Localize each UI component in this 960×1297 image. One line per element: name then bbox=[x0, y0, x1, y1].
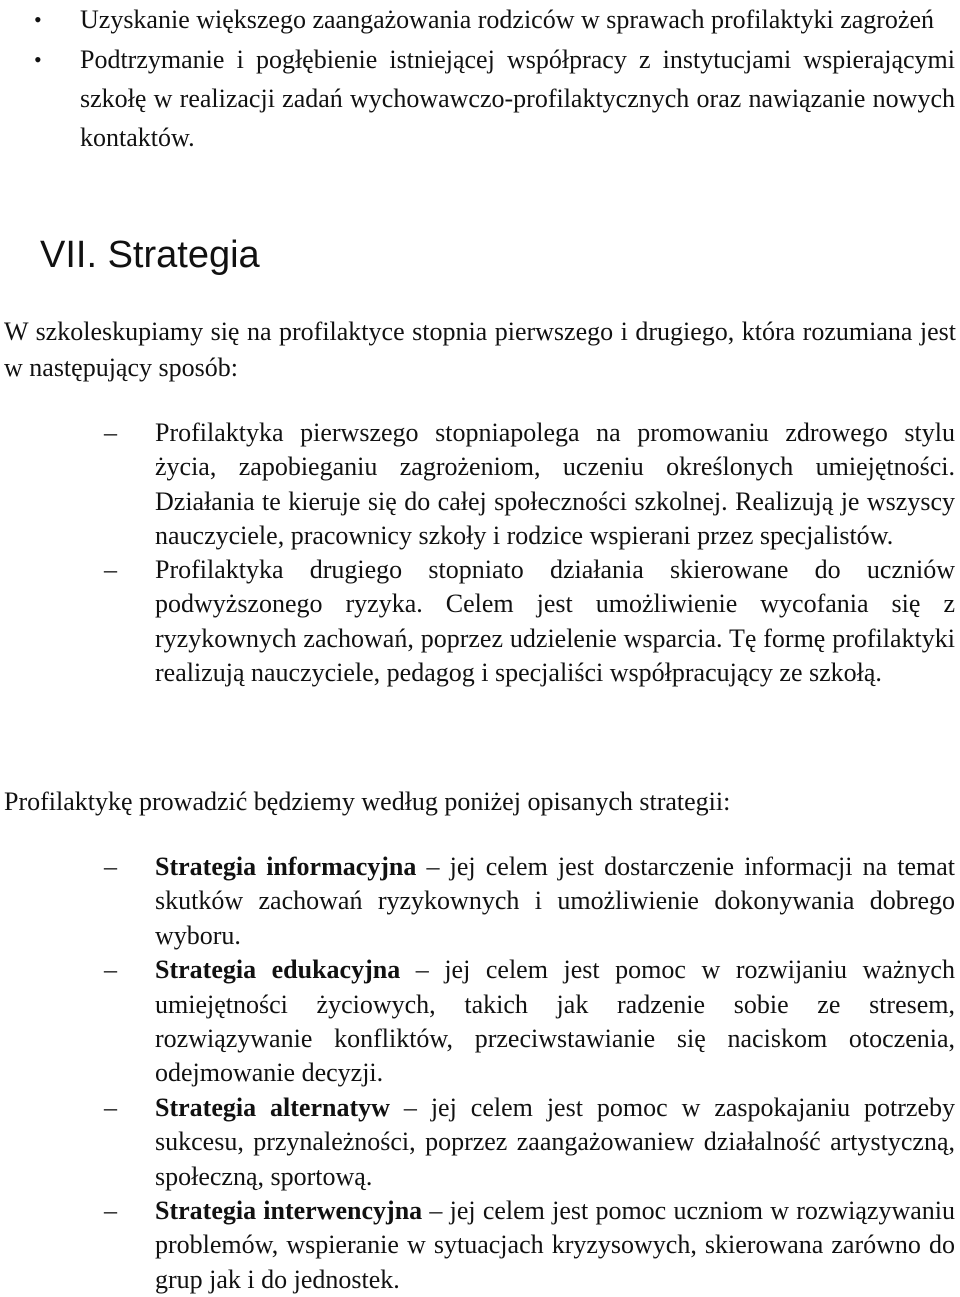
prevention-levels-list bbox=[0, 416, 960, 690]
strategy-name: Strategia informacyjna bbox=[155, 852, 417, 881]
list-item bbox=[0, 953, 955, 1091]
bullet-text: Podtrzymanie i pogłębienie istniejącej współpracy z instytucjami wspierającymi szkołę w realizacji zadań wychowawczo-profilaktycznych oraz nawiązanie nowych kontaktów. bbox=[80, 45, 955, 152]
dash-icon: – bbox=[104, 852, 117, 881]
list-item bbox=[0, 553, 955, 690]
strategies-list bbox=[0, 850, 960, 1297]
bullet-icon: • bbox=[34, 47, 42, 72]
strategies-intro-paragraph: Profilaktykę prowadzić będziemy według poniżej opisanych strategii: bbox=[4, 787, 731, 816]
strategy-name: Strategia interwencyjna bbox=[155, 1196, 423, 1226]
strategy-description: – jej celem jest pomoc uczniom w rozwiązywaniu problemów, wspieranie w sytuacjach kryzysowych, skierowana zarówno do grup jak i do jednostek. bbox=[155, 1196, 956, 1294]
dash-icon: – bbox=[104, 1092, 117, 1122]
list-item-text: Profilaktyka pierwszego stopniapolega na promowaniu zdrowego stylu życia, zapobieganiu zagrożeniom, uczeniu określonych umiejętności. Działania te kieruje się do całej społeczności szkolnej. Realizują je wszyscy nauczyciele, pracownicy szkoły i rodzice wspierani przez specjalistów. bbox=[155, 418, 955, 550]
dash-icon: – bbox=[104, 555, 117, 585]
section-heading: VII. Strategia bbox=[40, 234, 260, 276]
list-item bbox=[0, 0, 955, 39]
list-item bbox=[0, 416, 955, 553]
list-item bbox=[0, 40, 955, 157]
dash-icon: – bbox=[104, 418, 117, 447]
list-item bbox=[0, 1194, 955, 1297]
strategy-description: – jej celem jest pomoc w zaspokajaniu potrzeby sukcesu, przynależności, poprzez zaangażowaniew działalność artystyczną, społeczną, sportową. bbox=[155, 1092, 956, 1191]
strategy-name: Strategia edukacyjna bbox=[155, 955, 401, 985]
strategy-name: Strategia alternatyw bbox=[155, 1092, 390, 1122]
list-item bbox=[0, 850, 955, 953]
strategy-description: – jej celem jest pomoc w rozwijaniu ważnych umiejętności życiowych, takich jak radzenie sobie ze stresem, rozwiązywanie konfliktów, przeciwstawianie się naciskom otoczenia, odejmowanie decyzji. bbox=[155, 955, 955, 1088]
list-item bbox=[0, 1091, 955, 1194]
bullet-icon: • bbox=[34, 7, 42, 32]
list-item-text: Profilaktyka drugiego stopniato działania skierowane do uczniów podwyższonego ryzyka. Celem jest umożliwienie wycofania się z ryzykownych zachowań, poprzez udzielenie wsparcia. Tę formę profilaktyki realizują nauczyciele, pedagog i specjaliści współpracujący ze szkołą. bbox=[155, 555, 955, 688]
goals-bullet-list bbox=[0, 0, 960, 157]
bullet-text: Uzyskanie większego zaangażowania rodziców w sprawach profilaktyki zagrożeń bbox=[80, 5, 935, 34]
dash-icon: – bbox=[104, 1196, 117, 1226]
intro-paragraph: W szkoleskupiamy się na profilaktyce stopnia pierwszego i drugiego, która rozumiana jest w następujący sposób: bbox=[4, 317, 956, 382]
dash-icon: – bbox=[104, 955, 117, 985]
strategy-description: – jej celem jest dostarczenie informacji na temat skutków zachowań ryzykownych i umożliwienie dokonywania dobrego wyboru. bbox=[155, 852, 956, 950]
